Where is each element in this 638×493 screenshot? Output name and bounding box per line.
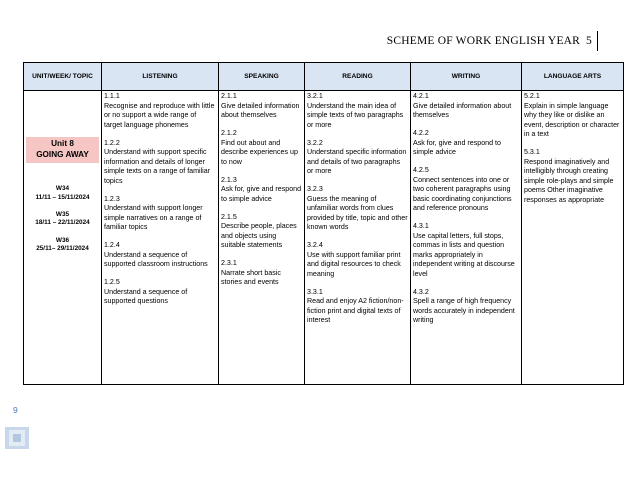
standard-description: Use capital letters, full stops, commas in lists and question marks appropriately in independent writing at discourse level <box>413 231 515 278</box>
standard-item <box>307 241 408 279</box>
standard-description: Spell a range of high frequency words accurately in independent writing <box>413 297 515 324</box>
standard-description: Give detailed information about themselves <box>221 101 300 119</box>
column-header-unit: UNIT/WEEK/ TOPIC <box>24 63 102 91</box>
column-header-writing: WRITING <box>411 63 522 91</box>
standard-item <box>221 92 302 121</box>
standard-code: 4.2.5 <box>413 166 429 174</box>
scheme-of-work-table <box>23 62 624 385</box>
standard-item <box>104 195 216 233</box>
standard-description: Recognise and reproduce with little or no support a wide range of target language phonemes <box>104 101 215 129</box>
table-header-row <box>24 63 624 91</box>
standard-description: Understand with support specific information and details of longer simple texts on a range of familiar topics <box>104 148 211 185</box>
unit-label <box>26 137 99 163</box>
standard-code: 1.2.3 <box>104 194 120 203</box>
week-label: W34 <box>55 185 70 193</box>
standard-item <box>413 129 519 158</box>
standard-description: Respond imaginatively and intelligibly through creating simple role-plays and simple poems Other imaginative responses as appropriate <box>524 157 614 204</box>
standard-item <box>524 92 621 140</box>
standard-description: Understand specific information and details of two paragraphs or more <box>307 148 407 175</box>
standard-description: Guess the meaning of unfamiliar words from clues provided by title, topic and other known words <box>307 194 408 231</box>
corner-decoration-icon <box>2 423 32 453</box>
week-dates: 25/11– 29/11/2024 <box>36 244 89 252</box>
week-dates: 18/11 – 22/11/2024 <box>35 219 90 227</box>
header-divider <box>597 31 598 51</box>
standard-description: Connect sentences into one or two coherent paragraphs using basic coordinating conjunctions and reference pronouns <box>413 175 512 212</box>
standard-item <box>104 241 216 270</box>
standard-code: 1.1.1 <box>104 92 120 100</box>
standard-code: 4.2.2 <box>413 129 429 137</box>
standard-code: 5.3.1 <box>524 148 540 156</box>
standard-item <box>307 185 408 233</box>
standard-description: Understand with support longer simple narratives on a range of familiar topics <box>104 204 203 231</box>
standard-code: 4.3.2 <box>413 287 429 296</box>
week-list <box>26 185 99 253</box>
standard-description: Find out about and describe experiences up to now <box>221 138 298 166</box>
standard-description: Narrate short basic stories and events <box>221 268 281 286</box>
speaking-cell <box>219 91 305 385</box>
standard-item <box>307 139 408 177</box>
standard-code: 1.2.5 <box>104 278 120 286</box>
standard-code: 3.2.2 <box>307 138 323 147</box>
standard-item <box>221 259 302 288</box>
standard-item <box>221 213 302 251</box>
standard-item <box>413 288 519 326</box>
listening-cell <box>102 91 219 385</box>
standard-code: 4.2.1 <box>413 92 429 100</box>
unit-number: Unit 8 <box>51 139 74 148</box>
standard-description: Understand a sequence of supported classroom instructions <box>104 250 208 268</box>
unit-topic: GOING AWAY <box>36 149 89 159</box>
standard-description: Use with support familiar print and digital resources to check meaning <box>307 250 401 278</box>
week-item <box>26 237 99 254</box>
week-item <box>26 211 99 228</box>
standard-code: 2.1.5 <box>221 212 237 221</box>
year-number: 5 <box>586 35 592 47</box>
standard-description: Ask for, give and respond to simple advice <box>221 185 302 203</box>
standard-code: 2.1.3 <box>221 175 237 184</box>
standard-item <box>413 222 519 279</box>
standard-item <box>524 148 621 205</box>
week-dates: 11/11 – 15/11/2024 <box>35 193 90 201</box>
standard-item <box>413 92 519 121</box>
standard-item <box>413 166 519 214</box>
column-header-reading: READING <box>305 63 411 91</box>
standard-description: Explain in simple language why they like or dislike an event, description or character in a text <box>524 101 620 138</box>
standard-code: 3.3.1 <box>307 287 323 296</box>
language-arts-cell <box>522 91 624 385</box>
page-number: 9 <box>13 405 18 415</box>
page-header <box>387 31 598 51</box>
standard-code: 3.2.3 <box>307 185 323 193</box>
column-header-listening: LISTENING <box>102 63 219 91</box>
reading-cell <box>305 91 411 385</box>
standard-item <box>104 139 216 187</box>
standard-description: Read and enjoy A2 fiction/non-fiction print and digital texts of interest <box>307 297 404 324</box>
unit-cell <box>24 91 102 385</box>
standard-code: 2.1.1 <box>221 92 237 100</box>
standard-description: Understand the main idea of simple texts of two paragraphs or more <box>307 101 404 129</box>
table-row <box>24 91 624 385</box>
standard-item <box>221 176 302 205</box>
standard-item <box>104 278 216 307</box>
week-item <box>26 185 99 202</box>
standard-description: Describe people, places and objects using suitable statements <box>221 222 297 249</box>
standard-code: 2.1.2 <box>221 129 237 137</box>
standard-code: 4.3.1 <box>413 222 429 230</box>
standard-item <box>104 92 216 130</box>
standard-item <box>221 129 302 167</box>
column-header-language-arts: LANGUAGE ARTS <box>522 63 624 91</box>
standard-code: 1.2.4 <box>104 241 120 249</box>
standard-description: Give detailed information about themselves <box>413 101 512 119</box>
week-label: W36 <box>55 236 70 244</box>
column-header-speaking: SPEAKING <box>219 63 305 91</box>
standard-code: 3.2.1 <box>307 92 323 100</box>
standard-description: Understand a sequence of supported questions <box>104 287 188 305</box>
standard-description: Ask for, give and respond to simple advice <box>413 138 501 156</box>
standard-code: 5.2.1 <box>524 92 540 100</box>
document-title: SCHEME OF WORK ENGLISH YEAR <box>386 35 581 47</box>
standard-code: 1.2.2 <box>104 138 120 147</box>
week-label: W35 <box>55 210 70 218</box>
writing-cell <box>411 91 522 385</box>
standard-item <box>307 288 408 326</box>
standard-code: 3.2.4 <box>307 241 323 249</box>
standard-code: 2.3.1 <box>221 259 237 267</box>
standard-item <box>307 92 408 130</box>
